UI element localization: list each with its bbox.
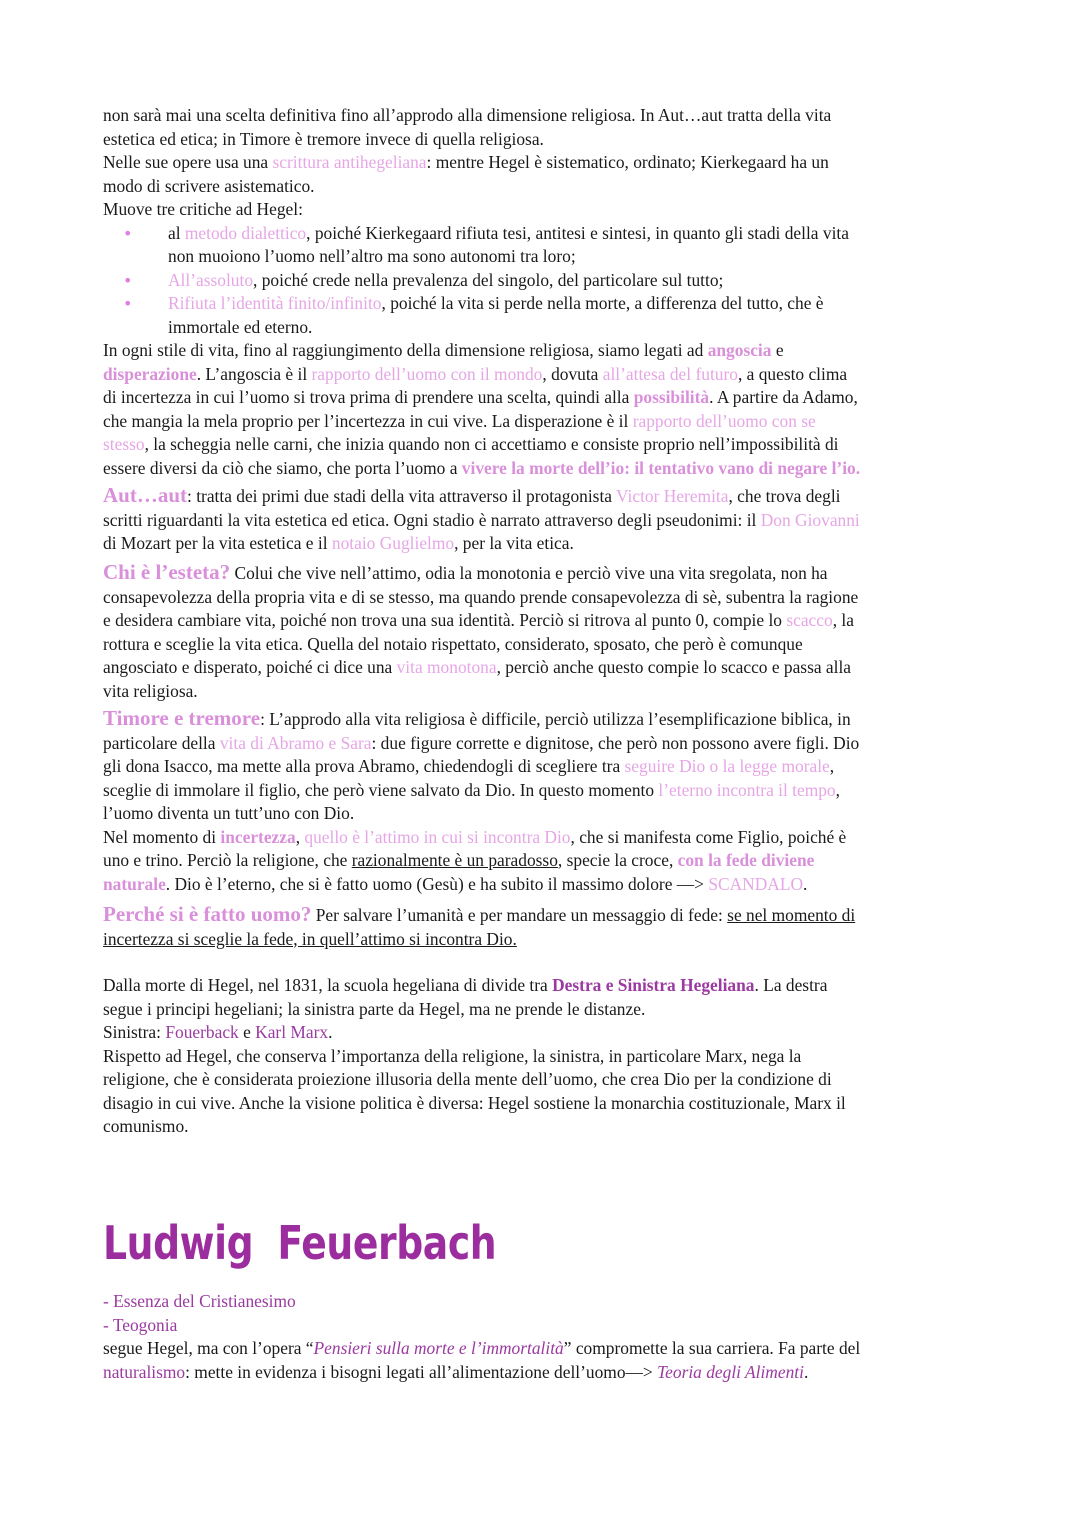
text-line: non sarà mai una scelta definitiva fino all’approdo alla dimensione religiosa. In Aut…aut tratta della vita (103, 105, 832, 125)
list-item: • All’assoluto, poiché crede nella prevalenza del singolo, del particolare sul tutto; (103, 269, 978, 293)
section-heading: Aut…aut (103, 483, 188, 507)
text-line: Nelle sue opere usa una scrittura antihegeliana: mentre Hegel è sistematico, ordinato; Kierkegaard ha un (103, 152, 829, 172)
list-item: • Rifiuta l’identità finito/infinito, poiché la vita si perde nella morte, a differenza del tutto, che è immortale ed eterno. (123, 293, 824, 337)
perche-paragraph: Perché si è fatto uomo? Per salvare l’umanità e per mandare un messaggio di fede: se nel momento di incertezza si sceglie la fede, in quell’attimo si incontra Dio. (103, 902, 856, 949)
highlight: scrittura antihegeliana (272, 152, 427, 172)
bullet-icon: • (123, 294, 133, 313)
work-item: - Teogonia (103, 1314, 178, 1335)
esteta-paragraph: Chi è l’esteta? Colui che vive nell’attimo, odia la monotonia e perciò vive una vita sregolata, non ha consapevolezza della propria vita e di se stesso, ma quando prende consapevolezza di sè, subentra la ragione e desidera cambiare vita, poiché non trova una sua identità. Perciò si ritrova al punto 0, compie lo scacco, la rottura e sceglie la vita etica. Quella del notaio rispettato, considerato, sposato, che però è comunque angosciato e disperato, poiché ci dice una vita monotona, perciò anche questo compie lo scacco e passa alla vita religiosa. (103, 560, 859, 701)
critique-list (103, 222, 978, 340)
autaut-paragraph: Aut…aut: tratta dei primi due stadi della vita attraverso il protagonista Victor Heremita, che trova degli scritti riguardanti la vita estetica ed etica. Ogni stadio è narrato attraverso degli pseudonimi: il Don Giovanni di Mozart per la vita estetica e il notaio Guglielmo, per la vita etica. (103, 483, 860, 553)
section-heading: Timore e tremore (103, 706, 261, 730)
angoscia-paragraph: In ogni stile di vita, fino al raggiungimento della dimensione religiosa, siamo legati ad angoscia e disperazione. L’angoscia è il rapporto dell’uomo con il mondo, dovuta all’attesa del futuro, a questo clima di incertezza in cui l’uomo si trova prima di prendere una scelta, quindi alla possibilità. A partire da Adamo, che mangia la mela proprio per l’incertezza in cui vive. La disperazione è il rapporto dell’uomo con se stesso, la scheggia nelle carni, che inizia quando non ci accettiamo e consiste proprio nell’impossibilità di essere diversi da ciò che siamo, che porta l’uomo a vivere la morte dell’io: il tentativo vano di negare l’io. (103, 340, 861, 478)
text-line: Muove tre critiche ad Hegel: (103, 199, 303, 219)
section-heading: Perché si è fatto uomo? (103, 902, 312, 926)
hegelian-school-paragraph: Dalla morte di Hegel, nel 1831, la scuola hegeliana di divide tra Destra e Sinistra Hegeliana. La destra segue i principi hegeliani; la sinistra parte da Hegel, ma ne prende le distanze. Sinistra: Fouerback e Karl Marx. Rispetto ad Hegel, che conserva l’importanza della religione, la sinistra, in particolare Marx, nega la religione, che è considerata proiezione illusoria della mente dell’uomo, che crea Dio per la condizione di disagio in cui vive. Anche la visione politica è diversa: Hegel sostiene la monarchia costituzionale, Marx il comunismo. (103, 975, 846, 1136)
timore-paragraph: Timore e tremore: L’approdo alla vita religiosa è difficile, perciò utilizza l’esemplificazione biblica, in particolare della vita di Abramo e Sara: due figure corrette e dignitose, che però non possono avere figli. Dio gli dona Isacco, ma mette alla prova Abramo, chiedendogli di scegliere tra seguire Dio o la legge morale, sceglie di immolare il figlio, che però viene salvato da Dio. In questo momento l’eterno incontra il tempo, l’uomo diventa un tutt’uno con Dio. Nel momento di incertezza, quello è l’attimo in cui si incontra Dio, che si manifesta come Figlio, poiché è uno e trino. Perciò la religione, che razionalmente è un paradosso, specie la croce, con la fede diviene naturale. Dio è l’eterno, che si è fatto uomo (Gesù) e ha subito il massimo dolore —> SCANDALO. (103, 706, 860, 894)
section-title: Ludwig Feuerbach (103, 1216, 497, 1270)
bullet-icon: • (123, 223, 133, 243)
section-heading: Chi è l’esteta? (103, 560, 231, 584)
feuerbach-paragraph: - Essenza del Cristianesimo - Teogonia segue Hegel, ma con l’opera “Pensieri sulla morte e l’immortalità” compromette la sua carriera. Fa parte del naturalismo: mette in evidenza i bisogni legati all’alimentazione dell’uomo—> Teoria degli Alimenti. (103, 1290, 978, 1384)
intro-paragraph (103, 104, 978, 480)
work-item: - Essenza del Cristianesimo (103, 1291, 296, 1311)
text-line: estetica ed etica; in Timore è tremore invece di quella religiosa. (103, 128, 544, 149)
text-line: modo di scrivere asistematico. (103, 175, 315, 196)
list-item: • al metodo dialettico, poiché Kierkegaard rifiuta tesi, antitesi e sintesi, in quanto gli stadi della vita non muoiono l’uomo nell’altro ma sono autonomi tra loro; (123, 222, 849, 266)
bullet-icon: • (123, 270, 133, 290)
